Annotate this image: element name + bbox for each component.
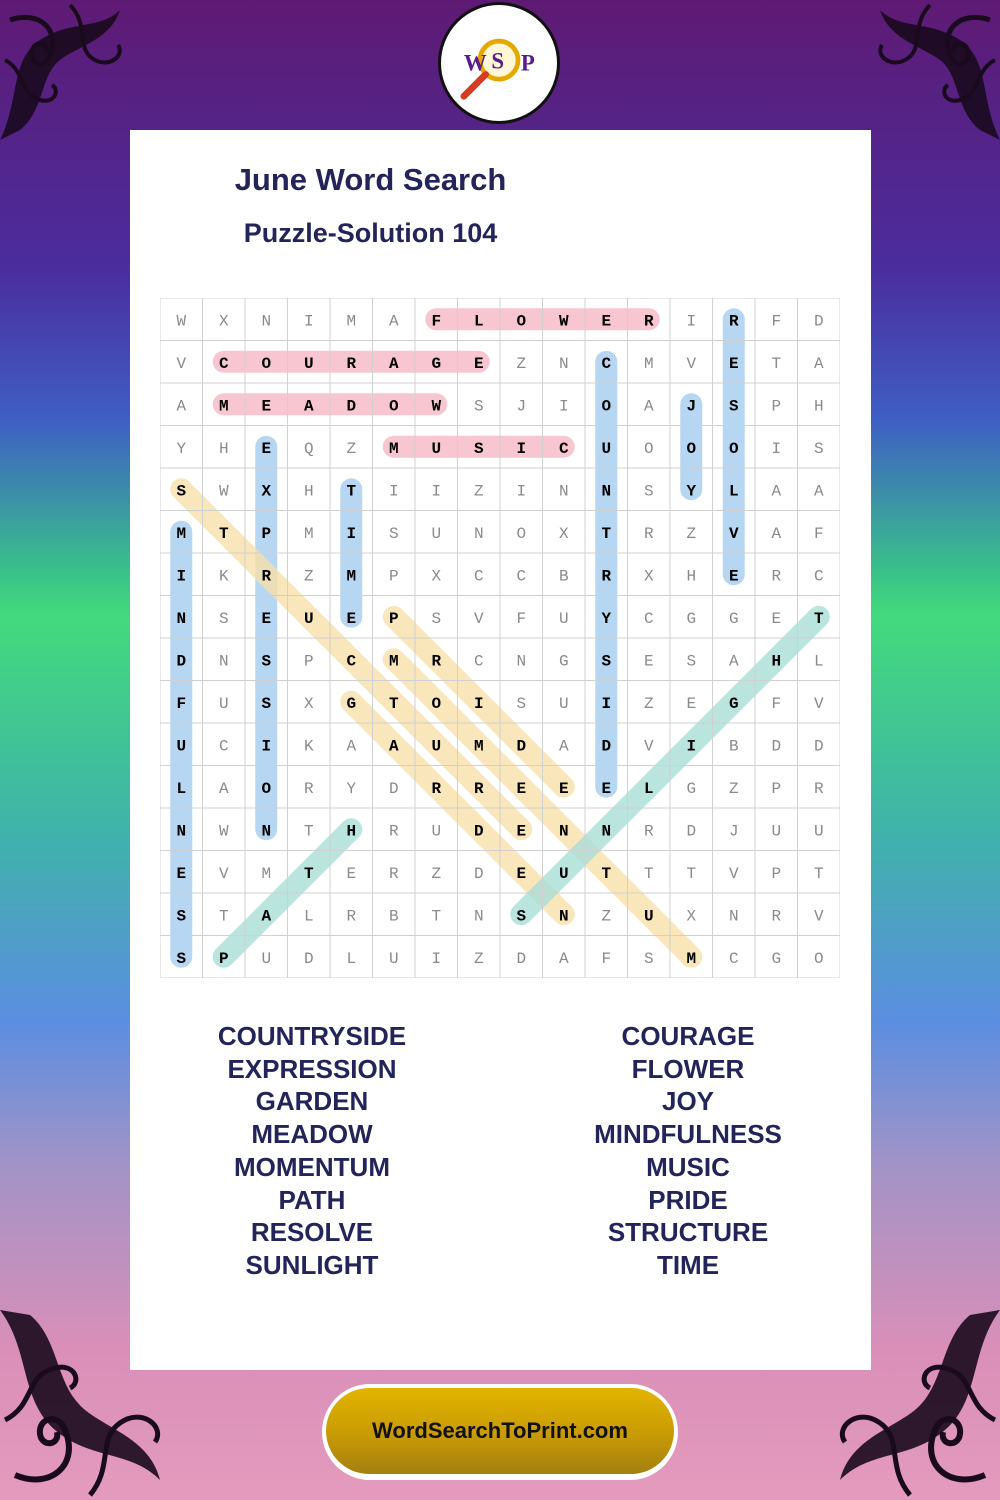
grid-letter[interactable]: M: [643, 354, 654, 373]
grid-letter[interactable]: O: [388, 397, 399, 416]
grid-letter[interactable]: N: [473, 907, 484, 926]
grid-letter[interactable]: U: [643, 907, 654, 926]
grid-letter[interactable]: D: [771, 737, 782, 756]
grid-letter[interactable]: K: [218, 567, 229, 586]
grid-letter[interactable]: E: [771, 609, 782, 628]
grid-letter[interactable]: Y: [176, 439, 187, 458]
grid-letter[interactable]: E: [516, 864, 527, 883]
grid-letter[interactable]: R: [771, 567, 782, 586]
grid-letter[interactable]: V: [728, 864, 739, 883]
grid-letter[interactable]: P: [303, 652, 314, 671]
grid-letter[interactable]: N: [261, 312, 272, 331]
grid-letter[interactable]: M: [303, 524, 314, 543]
grid-letter[interactable]: F: [516, 609, 527, 628]
word-list-item: PRIDE: [648, 1184, 728, 1215]
grid-letter[interactable]: D: [473, 864, 484, 883]
grid-letter[interactable]: R: [601, 567, 612, 586]
grid-letter[interactable]: C: [218, 737, 229, 756]
grid-letter[interactable]: I: [686, 737, 697, 756]
grid-letter[interactable]: M: [346, 567, 357, 586]
grid-letter[interactable]: I: [601, 694, 612, 713]
grid-letter[interactable]: S: [218, 609, 229, 628]
grid-letter[interactable]: O: [601, 397, 612, 416]
grid-letter[interactable]: L: [176, 779, 187, 798]
grid-letter[interactable]: N: [728, 907, 739, 926]
flourish-icon: [850, 0, 1000, 150]
grid-letter[interactable]: N: [176, 609, 187, 628]
grid-letter[interactable]: E: [601, 312, 612, 331]
page-subtitle: Puzzle-Solution 104: [243, 218, 498, 248]
grid-letter[interactable]: T: [813, 864, 824, 883]
word-search-grid[interactable]: [160, 298, 840, 978]
grid-letter[interactable]: X: [686, 907, 697, 926]
grid-letter[interactable]: U: [558, 609, 569, 628]
grid-letter[interactable]: T: [686, 864, 697, 883]
grid-letter[interactable]: A: [218, 779, 229, 798]
grid-letter[interactable]: C: [473, 567, 484, 586]
grid-letter[interactable]: G: [728, 609, 739, 628]
grid-letter[interactable]: Y: [346, 779, 357, 798]
grid-letter[interactable]: A: [346, 737, 357, 756]
grid-letter[interactable]: E: [176, 864, 187, 883]
grid-letter[interactable]: I: [261, 737, 272, 756]
logo-letter-w: W: [463, 50, 487, 76]
grid-letter[interactable]: F: [771, 312, 782, 331]
grid-letter[interactable]: A: [558, 737, 569, 756]
grid-letter[interactable]: S: [176, 907, 187, 926]
grid-letter[interactable]: B: [558, 567, 569, 586]
grid-letter[interactable]: R: [643, 822, 654, 841]
grid-letter[interactable]: T: [303, 822, 314, 841]
grid-letter[interactable]: P: [388, 567, 399, 586]
grid-letter[interactable]: A: [643, 397, 654, 416]
grid-letter[interactable]: R: [813, 779, 824, 798]
grid-letter[interactable]: J: [728, 822, 739, 841]
grid-letter[interactable]: O: [813, 949, 824, 968]
site-link-button[interactable]: [326, 1388, 674, 1474]
grid-letter[interactable]: I: [686, 312, 697, 331]
grid-letter[interactable]: E: [558, 779, 569, 798]
grid-letter[interactable]: U: [771, 822, 782, 841]
grid-letter[interactable]: C: [813, 567, 824, 586]
grid-letter[interactable]: R: [261, 567, 272, 586]
grid-letter[interactable]: S: [473, 397, 484, 416]
grid-letter[interactable]: P: [261, 524, 272, 543]
grid-letter[interactable]: M: [388, 652, 399, 671]
grid-letter[interactable]: M: [388, 439, 399, 458]
grid-letter[interactable]: I: [388, 482, 399, 501]
grid-letter[interactable]: G: [686, 779, 697, 798]
grid-letter[interactable]: S: [601, 652, 612, 671]
grid-letter[interactable]: E: [473, 354, 484, 373]
word-list-item: SUNLIGHT: [245, 1249, 379, 1280]
grid-letter[interactable]: W: [218, 822, 229, 841]
grid-letter[interactable]: A: [771, 482, 782, 501]
grid-letter[interactable]: U: [431, 737, 442, 756]
grid-letter[interactable]: Z: [431, 864, 442, 883]
grid-letter[interactable]: R: [473, 779, 484, 798]
word-list-item: MEADOW: [251, 1119, 373, 1150]
grid-letter[interactable]: A: [303, 397, 314, 416]
site-logo[interactable]: [438, 2, 560, 124]
grid-letter[interactable]: D: [813, 312, 824, 331]
grid-letter[interactable]: U: [601, 439, 612, 458]
word-list-item: MINDFULNESS: [594, 1119, 782, 1150]
grid-letter[interactable]: L: [728, 482, 739, 501]
word-list-item: FLOWER: [631, 1053, 745, 1084]
grid-letter[interactable]: R: [643, 524, 654, 543]
grid-letter[interactable]: T: [643, 864, 654, 883]
grid-letter[interactable]: M: [473, 737, 484, 756]
flourish-icon: [0, 0, 150, 150]
grid-letter[interactable]: D: [346, 397, 357, 416]
grid-letter[interactable]: U: [431, 439, 442, 458]
grid-letter[interactable]: N: [558, 822, 569, 841]
grid-letter[interactable]: H: [218, 439, 229, 458]
grid-letter[interactable]: F: [813, 524, 824, 543]
grid-letter[interactable]: V: [813, 907, 824, 926]
grid-letter[interactable]: T: [601, 524, 612, 543]
word-list-item: COURAGE: [621, 1021, 755, 1051]
grid-letter[interactable]: S: [388, 524, 399, 543]
grid-letter[interactable]: N: [473, 524, 484, 543]
grid-letter[interactable]: F: [431, 312, 442, 331]
grid-letter[interactable]: E: [686, 694, 697, 713]
grid-letter[interactable]: I: [771, 439, 782, 458]
grid-letter[interactable]: L: [813, 652, 824, 671]
grid-letter[interactable]: I: [303, 312, 314, 331]
grid-letter[interactable]: O: [261, 779, 272, 798]
grid-letter[interactable]: I: [473, 694, 484, 713]
grid-letter[interactable]: Y: [601, 609, 612, 628]
grid-letter[interactable]: Z: [686, 524, 697, 543]
logo-letter-s: S: [491, 48, 505, 74]
grid-letter[interactable]: Y: [686, 482, 697, 501]
grid-letter[interactable]: U: [558, 864, 569, 883]
grid-letter[interactable]: W: [176, 312, 187, 331]
grid-letter[interactable]: V: [728, 524, 739, 543]
grid-letter[interactable]: O: [516, 524, 527, 543]
grid-letter[interactable]: Z: [303, 567, 314, 586]
grid-letter[interactable]: O: [643, 439, 654, 458]
grid-letter[interactable]: S: [431, 609, 442, 628]
magnifier-logo-icon: [441, 5, 557, 121]
grid-letter[interactable]: M: [261, 864, 272, 883]
grid-letter[interactable]: H: [771, 652, 782, 671]
grid-letter[interactable]: U: [388, 949, 399, 968]
grid-letter[interactable]: M: [218, 397, 229, 416]
grid-letter[interactable]: E: [346, 609, 357, 628]
grid-letter[interactable]: S: [176, 482, 187, 501]
grid-letter[interactable]: P: [771, 864, 782, 883]
grid-letter[interactable]: C: [728, 949, 739, 968]
grid-letter[interactable]: G: [728, 694, 739, 713]
grid-letter[interactable]: O: [516, 312, 527, 331]
grid-letter[interactable]: V: [473, 609, 484, 628]
grid-letter[interactable]: A: [388, 312, 399, 331]
grid-letter[interactable]: S: [728, 397, 739, 416]
grid-letter[interactable]: A: [813, 482, 824, 501]
grid-letter[interactable]: A: [728, 652, 739, 671]
grid-letter[interactable]: A: [388, 737, 399, 756]
word-list-item: RESOLVE: [250, 1217, 374, 1248]
grid-letter[interactable]: S: [473, 439, 484, 458]
grid-letter[interactable]: F: [176, 694, 187, 713]
grid-letter[interactable]: T: [601, 864, 612, 883]
grid-letter[interactable]: N: [558, 907, 569, 926]
grid-letter[interactable]: G: [686, 609, 697, 628]
grid-letter[interactable]: S: [261, 694, 272, 713]
grid-letter[interactable]: U: [176, 737, 187, 756]
grid-letter[interactable]: O: [728, 439, 739, 458]
grid-letter[interactable]: I: [346, 524, 357, 543]
grid-letter[interactable]: M: [346, 312, 357, 331]
grid-letter[interactable]: E: [261, 609, 272, 628]
grid-letter[interactable]: R: [431, 779, 442, 798]
grid-letter[interactable]: Z: [346, 439, 357, 458]
grid-letter[interactable]: S: [176, 949, 187, 968]
grid-letter[interactable]: D: [813, 737, 824, 756]
grid-letter[interactable]: Z: [516, 354, 527, 373]
grid-letter[interactable]: U: [303, 609, 314, 628]
word-list-item: GARDEN: [255, 1086, 369, 1117]
grid-letter[interactable]: A: [813, 354, 824, 373]
grid-letter[interactable]: S: [643, 482, 654, 501]
grid-letter[interactable]: P: [218, 949, 229, 968]
grid-letter[interactable]: N: [218, 652, 229, 671]
grid-letter[interactable]: A: [261, 907, 272, 926]
word-list-item: TIME: [656, 1249, 720, 1280]
grid-letter[interactable]: E: [346, 864, 357, 883]
grid-letter[interactable]: E: [516, 822, 527, 841]
grid-letter[interactable]: R: [388, 864, 399, 883]
grid-letter[interactable]: A: [176, 397, 187, 416]
grid-letter[interactable]: K: [303, 737, 314, 756]
grid-letter[interactable]: E: [601, 779, 612, 798]
grid-letter[interactable]: R: [388, 822, 399, 841]
grid-letter[interactable]: E: [516, 779, 527, 798]
grid-letter[interactable]: D: [303, 949, 314, 968]
word-list-item: JOY: [661, 1086, 715, 1117]
grid-letter[interactable]: Z: [643, 694, 654, 713]
word-list-item: EXPRESSION: [227, 1053, 397, 1084]
grid-letter[interactable]: I: [558, 397, 569, 416]
grid-letter[interactable]: Q: [303, 439, 314, 458]
grid-letter[interactable]: W: [431, 397, 442, 416]
grid-letter[interactable]: O: [261, 354, 272, 373]
word-list-item: COUNTRYSIDE: [217, 1021, 407, 1051]
word-list-right: [538, 1020, 838, 1282]
grid-letter[interactable]: V: [813, 694, 824, 713]
grid-letter[interactable]: T: [218, 524, 229, 543]
word-list-item: PATH: [278, 1184, 346, 1215]
logo-letter-p: P: [520, 50, 535, 76]
grid-letter[interactable]: E: [261, 439, 272, 458]
grid-letter[interactable]: E: [261, 397, 272, 416]
grid-letter[interactable]: D: [516, 949, 527, 968]
grid-letter[interactable]: N: [601, 482, 612, 501]
grid-letter[interactable]: D: [516, 737, 527, 756]
grid-letter[interactable]: N: [601, 822, 612, 841]
grid-letter[interactable]: F: [601, 949, 612, 968]
site-link-label: WordSearchToPrint.com: [372, 1418, 628, 1443]
grid-letter[interactable]: R: [346, 907, 357, 926]
grid-letter[interactable]: S: [643, 949, 654, 968]
grid-letter[interactable]: D: [473, 822, 484, 841]
grid-letter[interactable]: X: [218, 312, 229, 331]
grid-letter[interactable]: X: [558, 524, 569, 543]
grid-letter[interactable]: S: [686, 652, 697, 671]
grid-letter[interactable]: C: [601, 354, 612, 373]
grid-letter[interactable]: H: [303, 482, 314, 501]
grid-letter[interactable]: N: [176, 822, 187, 841]
grid-letter[interactable]: U: [813, 822, 824, 841]
word-list-item: STRUCTURE: [607, 1217, 769, 1248]
grid-letter[interactable]: M: [176, 524, 187, 543]
grid-letter[interactable]: P: [771, 779, 782, 798]
grid-letter[interactable]: W: [558, 312, 569, 331]
grid-letter[interactable]: C: [558, 439, 569, 458]
grid-letter[interactable]: E: [728, 567, 739, 586]
grid-letter[interactable]: I: [431, 949, 442, 968]
grid-letter[interactable]: R: [346, 354, 357, 373]
grid-letter[interactable]: S: [813, 439, 824, 458]
grid-letter[interactable]: U: [431, 822, 442, 841]
corner-ornament-top-right: [850, 0, 1000, 150]
grid-letter[interactable]: B: [388, 907, 399, 926]
grid-letter[interactable]: V: [176, 354, 187, 373]
grid-letter[interactable]: G: [558, 652, 569, 671]
grid-letter[interactable]: T: [431, 907, 442, 926]
grid-letter[interactable]: E: [643, 652, 654, 671]
grid-letter[interactable]: C: [218, 354, 229, 373]
grid-letter[interactable]: N: [558, 482, 569, 501]
grid-letter[interactable]: L: [643, 779, 654, 798]
grid-letter[interactable]: L: [473, 312, 484, 331]
grid-letter[interactable]: I: [516, 482, 527, 501]
grid-letter[interactable]: R: [728, 312, 739, 331]
grid-letter[interactable]: U: [303, 354, 314, 373]
page-title: June Word Search: [234, 162, 507, 197]
grid-letter[interactable]: T: [388, 694, 399, 713]
grid-letter[interactable]: D: [176, 652, 187, 671]
grid-letter[interactable]: E: [728, 354, 739, 373]
grid-svg: [160, 298, 840, 978]
grid-letter[interactable]: U: [558, 694, 569, 713]
grid-letter[interactable]: C: [473, 652, 484, 671]
grid-letter[interactable]: X: [261, 482, 272, 501]
grid-letter[interactable]: G: [431, 354, 442, 373]
grid-letter[interactable]: R: [303, 779, 314, 798]
grid-letter[interactable]: U: [261, 949, 272, 968]
grid-letter[interactable]: J: [686, 397, 697, 416]
grid-letter[interactable]: A: [558, 949, 569, 968]
grid-letter[interactable]: R: [643, 312, 654, 331]
grid-letter[interactable]: T: [813, 609, 824, 628]
word-list-item: MOMENTUM: [234, 1151, 390, 1182]
grid-letter[interactable]: H: [813, 397, 824, 416]
grid-letter[interactable]: J: [516, 397, 527, 416]
grid-letter[interactable]: M: [686, 949, 697, 968]
grid-letter[interactable]: D: [686, 822, 697, 841]
corner-ornament-top-left: [0, 0, 150, 150]
grid-letter[interactable]: C: [346, 652, 357, 671]
grid-letter[interactable]: Z: [601, 907, 612, 926]
grid-letter[interactable]: S: [516, 907, 527, 926]
grid-letter[interactable]: S: [261, 652, 272, 671]
grid-letter[interactable]: P: [771, 397, 782, 416]
grid-letter[interactable]: R: [771, 907, 782, 926]
grid-letter[interactable]: S: [516, 694, 527, 713]
grid-letter[interactable]: V: [643, 737, 654, 756]
grid-letter[interactable]: R: [431, 652, 442, 671]
grid-letter[interactable]: L: [303, 907, 314, 926]
grid-letter[interactable]: F: [771, 694, 782, 713]
grid-letter[interactable]: T: [771, 354, 782, 373]
grid-letter[interactable]: T: [346, 482, 357, 501]
grid-letter[interactable]: T: [218, 907, 229, 926]
grid-letter[interactable]: U: [431, 524, 442, 543]
word-list-left: [162, 1020, 462, 1282]
grid-letter[interactable]: V: [686, 354, 697, 373]
grid-letter[interactable]: Z: [473, 949, 484, 968]
grid-letter[interactable]: U: [218, 694, 229, 713]
grid-letter[interactable]: N: [558, 354, 569, 373]
grid-letter[interactable]: C: [643, 609, 654, 628]
grid-letter[interactable]: L: [346, 949, 357, 968]
grid-letter[interactable]: T: [303, 864, 314, 883]
grid-letter[interactable]: X: [431, 567, 442, 586]
grid-letter[interactable]: X: [303, 694, 314, 713]
grid-letter[interactable]: P: [388, 609, 399, 628]
grid-letter[interactable]: G: [346, 694, 357, 713]
grid-letter[interactable]: O: [431, 694, 442, 713]
grid-letter[interactable]: B: [728, 737, 739, 756]
grid-letter[interactable]: Z: [473, 482, 484, 501]
grid-letter[interactable]: D: [388, 779, 399, 798]
grid-letter[interactable]: A: [388, 354, 399, 373]
grid-letter[interactable]: I: [431, 482, 442, 501]
grid-letter[interactable]: I: [176, 567, 187, 586]
grid-letter[interactable]: X: [643, 567, 654, 586]
grid-letter[interactable]: O: [686, 439, 697, 458]
grid-letter[interactable]: Z: [728, 779, 739, 798]
grid-letter[interactable]: N: [261, 822, 272, 841]
grid-letter[interactable]: G: [771, 949, 782, 968]
grid-letter[interactable]: H: [686, 567, 697, 586]
grid-letter[interactable]: D: [601, 737, 612, 756]
grid-letter[interactable]: V: [218, 864, 229, 883]
grid-letter[interactable]: A: [771, 524, 782, 543]
grid-letter[interactable]: N: [516, 652, 527, 671]
word-list-item: MUSIC: [646, 1151, 730, 1182]
grid-letter[interactable]: W: [218, 482, 229, 501]
grid-letter[interactable]: H: [346, 822, 357, 841]
grid-letter[interactable]: I: [516, 439, 527, 458]
grid-letter[interactable]: C: [516, 567, 527, 586]
